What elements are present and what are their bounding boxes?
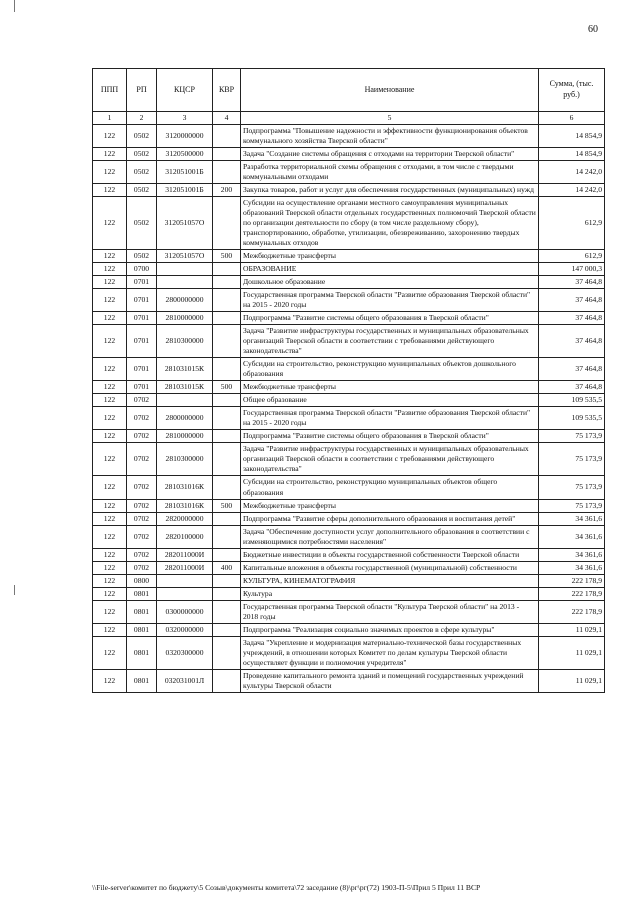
cell-rp: 0800 — [127, 574, 157, 587]
cell-kvr — [213, 263, 241, 276]
cell-ppp: 122 — [93, 574, 127, 587]
cell-ppp: 122 — [93, 499, 127, 512]
cell-kvr — [213, 430, 241, 443]
cell-name: Межбюджетные трансферты — [241, 381, 539, 394]
column-header-kvr: КВР — [213, 69, 241, 112]
cell-ppp: 122 — [93, 161, 127, 184]
cell-rp: 0702 — [127, 561, 157, 574]
cell-ppp: 122 — [93, 358, 127, 381]
cell-name: Государственная программа Тверской области "Развитие образования Тверской области" на 2015 - 2020 годы — [241, 407, 539, 430]
cell-kcsr: 312051057О — [157, 250, 213, 263]
cell-name: Государственная программа Тверской области "Развитие образования Тверской области" на 2015 - 2020 годы — [241, 289, 539, 312]
cell-ppp: 122 — [93, 600, 127, 623]
cell-kcsr: 282011000И — [157, 561, 213, 574]
cell-sum: 14 242,0 — [539, 161, 605, 184]
cell-ppp: 122 — [93, 276, 127, 289]
table-row — [93, 394, 605, 407]
cell-kcsr: 282011000И — [157, 548, 213, 561]
cell-sum: 75 173,9 — [539, 476, 605, 499]
cell-kvr: 500 — [213, 250, 241, 263]
cell-ppp: 122 — [93, 197, 127, 250]
cell-ppp: 122 — [93, 512, 127, 525]
cell-kvr — [213, 600, 241, 623]
column-number: 1 — [93, 112, 127, 125]
cell-ppp: 122 — [93, 561, 127, 574]
cell-ppp: 122 — [93, 263, 127, 276]
column-number: 2 — [127, 112, 157, 125]
cell-sum: 612,9 — [539, 250, 605, 263]
table-body — [93, 112, 605, 693]
cell-name: Разработка территориальной схемы обращения с отходами, в том числе с твердыми коммунальными отходами — [241, 161, 539, 184]
column-number: 3 — [157, 112, 213, 125]
table-row — [93, 443, 605, 476]
table-header-row — [93, 69, 605, 112]
cell-ppp: 122 — [93, 525, 127, 548]
cell-kvr — [213, 587, 241, 600]
cell-kvr — [213, 548, 241, 561]
table-row — [93, 381, 605, 394]
column-header-name: Наименование — [241, 69, 539, 112]
cell-name: Дошкольное образование — [241, 276, 539, 289]
cell-sum: 222 178,9 — [539, 574, 605, 587]
cell-sum: 147 000,3 — [539, 263, 605, 276]
cell-kvr — [213, 125, 241, 148]
cell-name: Субсидии на строительство, реконструкцию муниципальных объектов дошкольного образования — [241, 358, 539, 381]
table-row — [93, 525, 605, 548]
cell-ppp: 122 — [93, 636, 127, 669]
cell-sum: 34 361,6 — [539, 561, 605, 574]
cell-kcsr: 3120500000 — [157, 148, 213, 161]
cell-name: Государственная программа Тверской области "Культура Тверской области" на 2013 - 2018 годы — [241, 600, 539, 623]
cell-kcsr — [157, 574, 213, 587]
cell-rp: 0502 — [127, 250, 157, 263]
cell-sum: 75 173,9 — [539, 430, 605, 443]
cell-rp: 0801 — [127, 600, 157, 623]
cell-kvr — [213, 148, 241, 161]
cell-kvr: 400 — [213, 561, 241, 574]
cell-name: КУЛЬТУРА, КИНЕМАТОГРАФИЯ — [241, 574, 539, 587]
table-row — [93, 430, 605, 443]
cell-sum: 37 464,8 — [539, 358, 605, 381]
cell-sum: 11 029,1 — [539, 636, 605, 669]
cell-rp: 0701 — [127, 276, 157, 289]
cell-rp: 0702 — [127, 407, 157, 430]
cell-kvr: 200 — [213, 184, 241, 197]
cell-kvr — [213, 476, 241, 499]
cell-ppp: 122 — [93, 325, 127, 358]
cell-ppp: 122 — [93, 289, 127, 312]
cell-ppp: 122 — [93, 669, 127, 692]
cell-sum: 109 535,5 — [539, 394, 605, 407]
cell-rp: 0702 — [127, 430, 157, 443]
column-number: 5 — [241, 112, 539, 125]
column-number-row — [93, 112, 605, 125]
cell-ppp: 122 — [93, 250, 127, 263]
cell-sum: 11 029,1 — [539, 669, 605, 692]
cell-name: Задача "Укрепление и модернизация материально-технической базы государственных учреждений, в отношении которых Комитет по делам культуры Тверской области осуществляет функции и полномочия учредителя" — [241, 636, 539, 669]
cell-kcsr: 2810300000 — [157, 443, 213, 476]
cell-ppp: 122 — [93, 148, 127, 161]
table-row — [93, 587, 605, 600]
cell-kcsr — [157, 394, 213, 407]
column-number: 4 — [213, 112, 241, 125]
cell-rp: 0701 — [127, 289, 157, 312]
table-row — [93, 636, 605, 669]
cell-rp: 0502 — [127, 161, 157, 184]
cell-rp: 0702 — [127, 394, 157, 407]
table-row — [93, 669, 605, 692]
cell-ppp: 122 — [93, 443, 127, 476]
column-number: 6 — [539, 112, 605, 125]
cell-kcsr — [157, 263, 213, 276]
table-row — [93, 623, 605, 636]
cell-name: Задача "Обеспечение доступности услуг дополнительного образования в соответствии с изменяющимися потребностями населения" — [241, 525, 539, 548]
cell-name: Проведение капитального ремонта зданий и помещений государственных учреждений культуры Тверской области — [241, 669, 539, 692]
cell-rp: 0502 — [127, 197, 157, 250]
cell-kcsr: 2800000000 — [157, 289, 213, 312]
cell-sum: 37 464,8 — [539, 289, 605, 312]
cell-sum: 222 178,9 — [539, 587, 605, 600]
cell-name: Задача "Создание системы обращения с отходами на территории Тверской области" — [241, 148, 539, 161]
table-row — [93, 476, 605, 499]
cell-name: ОБРАЗОВАНИЕ — [241, 263, 539, 276]
table-row — [93, 289, 605, 312]
cell-sum: 612,9 — [539, 197, 605, 250]
cell-kcsr: 0320300000 — [157, 636, 213, 669]
cell-kcsr: 2820000000 — [157, 512, 213, 525]
cell-sum: 109 535,5 — [539, 407, 605, 430]
cell-kcsr: 281031015К — [157, 358, 213, 381]
table-row — [93, 184, 605, 197]
cell-ppp: 122 — [93, 394, 127, 407]
cell-sum: 37 464,8 — [539, 276, 605, 289]
column-header-kcsr: КЦСР — [157, 69, 213, 112]
table-row — [93, 512, 605, 525]
cell-rp: 0702 — [127, 499, 157, 512]
table-row — [93, 148, 605, 161]
table-row — [93, 407, 605, 430]
table-row — [93, 125, 605, 148]
cell-kvr — [213, 636, 241, 669]
table-row — [93, 263, 605, 276]
cell-name: Культура — [241, 587, 539, 600]
cell-ppp: 122 — [93, 476, 127, 499]
cell-sum: 37 464,8 — [539, 312, 605, 325]
cell-kcsr: 0300000000 — [157, 600, 213, 623]
cell-kvr — [213, 312, 241, 325]
cell-sum: 37 464,8 — [539, 325, 605, 358]
cell-name: Подпрограмма "Развитие сферы дополнительного образования и воспитания детей" — [241, 512, 539, 525]
cell-kcsr: 281031016К — [157, 476, 213, 499]
table-row — [93, 197, 605, 250]
table-row — [93, 600, 605, 623]
cell-kcsr: 312051001Б — [157, 184, 213, 197]
table-row — [93, 358, 605, 381]
cell-kvr — [213, 623, 241, 636]
cell-kvr — [213, 443, 241, 476]
cell-kcsr: 3120000000 — [157, 125, 213, 148]
cell-name: Общее образование — [241, 394, 539, 407]
cell-kvr — [213, 525, 241, 548]
cell-name: Задача "Развитие инфраструктуры государственных и муниципальных образовательных организаций Тверской области в соответствии с требованиями действующего законодательства" — [241, 443, 539, 476]
cell-kcsr: 281031016К — [157, 499, 213, 512]
cell-sum: 14 242,0 — [539, 184, 605, 197]
table-row — [93, 574, 605, 587]
cell-kvr — [213, 394, 241, 407]
budget-table — [92, 68, 605, 693]
table-row — [93, 548, 605, 561]
cell-kvr — [213, 358, 241, 381]
cell-ppp: 122 — [93, 381, 127, 394]
cell-kcsr: 2800000000 — [157, 407, 213, 430]
table-row — [93, 250, 605, 263]
cell-name: Капитальные вложения в объекты государственной (муниципальной) собственности — [241, 561, 539, 574]
cell-rp: 0502 — [127, 148, 157, 161]
table-row — [93, 561, 605, 574]
cell-rp: 0701 — [127, 325, 157, 358]
cell-sum: 75 173,9 — [539, 499, 605, 512]
cell-kvr — [213, 197, 241, 250]
cell-rp: 0502 — [127, 125, 157, 148]
cell-rp: 0701 — [127, 312, 157, 325]
cell-ppp: 122 — [93, 407, 127, 430]
cell-name: Межбюджетные трансферты — [241, 250, 539, 263]
cell-name: Подпрограмма "Повышение надежности и эффективности функционирования объектов коммунального хозяйства Тверской области" — [241, 125, 539, 148]
table-row — [93, 499, 605, 512]
cell-kvr — [213, 289, 241, 312]
cell-ppp: 122 — [93, 312, 127, 325]
cell-kcsr: 2820100000 — [157, 525, 213, 548]
cell-rp: 0801 — [127, 623, 157, 636]
cell-sum: 11 029,1 — [539, 623, 605, 636]
cell-kvr — [213, 407, 241, 430]
cell-kcsr: 281031015К — [157, 381, 213, 394]
cell-ppp: 122 — [93, 623, 127, 636]
cell-kvr — [213, 276, 241, 289]
column-header-rp: РП — [127, 69, 157, 112]
cell-rp: 0502 — [127, 184, 157, 197]
left-margin-mark — [14, 0, 15, 12]
cell-kvr: 500 — [213, 499, 241, 512]
page-number: 60 — [588, 24, 598, 35]
cell-ppp: 122 — [93, 184, 127, 197]
file-path-footer: \\File-server\комитет по бюджету\5 Созыв\документы комитета\72 заседание (8)\рг\рг(72) 1903-П-5\Прил 5 Прил 11 ВСР — [92, 883, 481, 892]
cell-name: Межбюджетные трансферты — [241, 499, 539, 512]
cell-kvr — [213, 325, 241, 358]
cell-rp: 0700 — [127, 263, 157, 276]
cell-kcsr: 2810000000 — [157, 430, 213, 443]
cell-kcsr: 2810300000 — [157, 325, 213, 358]
table-row — [93, 276, 605, 289]
cell-rp: 0701 — [127, 358, 157, 381]
cell-kcsr: 032031001Л — [157, 669, 213, 692]
cell-name: Подпрограмма "Развитие системы общего образования в Тверской области" — [241, 430, 539, 443]
cell-rp: 0702 — [127, 476, 157, 499]
cell-rp: 0702 — [127, 548, 157, 561]
cell-ppp: 122 — [93, 125, 127, 148]
cell-kcsr: 312051057О — [157, 197, 213, 250]
cell-kcsr: 312051001Б — [157, 161, 213, 184]
cell-rp: 0702 — [127, 512, 157, 525]
cell-name: Задача "Развитие инфраструктуры государственных и муниципальных образовательных организаций Тверской области в соответствии с требованиями действующего законодательства" — [241, 325, 539, 358]
column-header-ppp: ППП — [93, 69, 127, 112]
cell-name: Субсидии на строительство, реконструкцию муниципальных объектов общего образования — [241, 476, 539, 499]
cell-rp: 0701 — [127, 381, 157, 394]
table-row — [93, 325, 605, 358]
cell-kvr — [213, 669, 241, 692]
cell-sum: 37 464,8 — [539, 381, 605, 394]
table-row — [93, 312, 605, 325]
cell-sum: 34 361,6 — [539, 512, 605, 525]
cell-rp: 0702 — [127, 525, 157, 548]
cell-rp: 0702 — [127, 443, 157, 476]
cell-rp: 0801 — [127, 636, 157, 669]
cell-name: Подпрограмма "Реализация социально значимых проектов в сфере культуры" — [241, 623, 539, 636]
cell-rp: 0801 — [127, 669, 157, 692]
cell-name: Бюджетные инвестиции в объекты государственной собственности Тверской области — [241, 548, 539, 561]
cell-kcsr — [157, 587, 213, 600]
cell-rp: 0801 — [127, 587, 157, 600]
cell-sum: 75 173,9 — [539, 443, 605, 476]
cell-kvr — [213, 574, 241, 587]
cell-ppp: 122 — [93, 548, 127, 561]
column-header-sum: Сумма, (тыс. руб.) — [539, 69, 605, 112]
cell-sum: 14 854,9 — [539, 125, 605, 148]
cell-name: Закупка товаров, работ и услуг для обеспечения государственных (муниципальных) нужд — [241, 184, 539, 197]
cell-ppp: 122 — [93, 587, 127, 600]
cell-kvr — [213, 512, 241, 525]
cell-ppp: 122 — [93, 430, 127, 443]
cell-sum: 14 854,9 — [539, 148, 605, 161]
table-row — [93, 161, 605, 184]
left-margin-mark — [14, 585, 15, 595]
cell-kcsr: 0320000000 — [157, 623, 213, 636]
cell-sum: 222 178,9 — [539, 600, 605, 623]
cell-sum: 34 361,6 — [539, 548, 605, 561]
cell-kcsr: 2810000000 — [157, 312, 213, 325]
cell-name: Субсидии на осуществление органами местного самоуправления муниципальных образований Тверской области отдельных государственных полномочий Тверской области по организации деятельности по сбору (в том числе раздельному сбору), транспортированию, обработке, утилизации, обезвреживанию, захоронению твердых коммунальных отходов — [241, 197, 539, 250]
cell-kvr: 500 — [213, 381, 241, 394]
cell-kvr — [213, 161, 241, 184]
cell-kcsr — [157, 276, 213, 289]
cell-name: Подпрограмма "Развитие системы общего образования в Тверской области" — [241, 312, 539, 325]
cell-sum: 34 361,6 — [539, 525, 605, 548]
